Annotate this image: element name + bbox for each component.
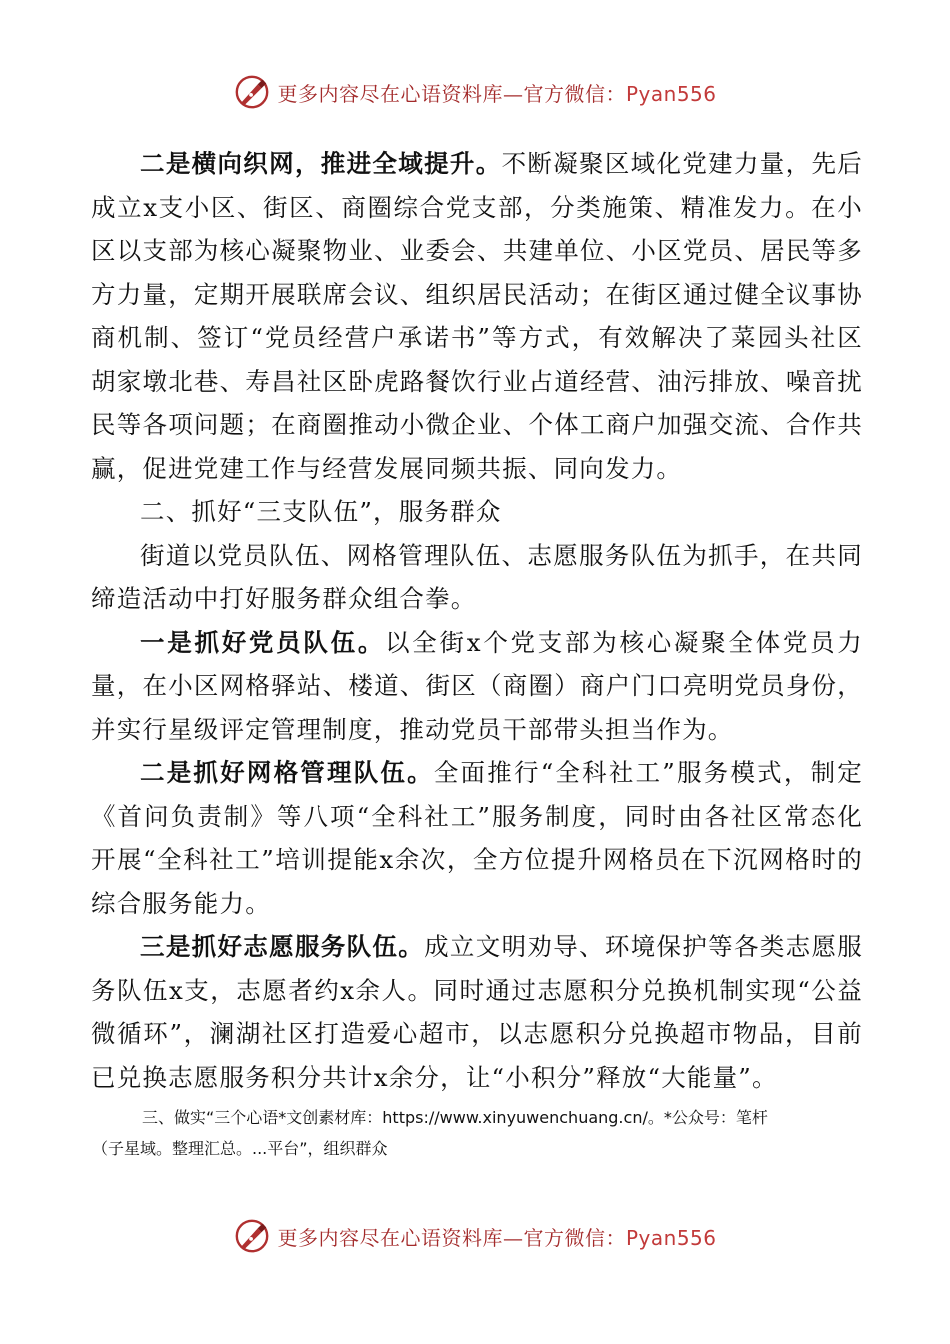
header-banner (0, 72, 950, 112)
banner-wechat-id: Pyan556 (625, 81, 717, 106)
footnote-line: 三、做实“三个心语*文创素材库：https://www.xinyuwenchuang.cn/。*公众号：笔杆 (142, 1108, 768, 1127)
banner-wechat-id: Pyan556 (625, 1225, 717, 1250)
footnote-text (92, 1102, 872, 1164)
paragraph-lead: 二是横向织网，推进全域提升。 (140, 149, 502, 178)
section-intro: 街道以党员队伍、网格管理队伍、志愿服务队伍为抓手，在共同缔造活动中打好服务群众组合拳。 (91, 540, 863, 613)
paragraph-body: 成立文明劝导、环境保护等各类志愿服务队伍x支，志愿者约x余人。同时通过志愿积分兑换机制实现“公益微循环”，澜湖社区打造爱心超市，以志愿积分兑换超市物品，目前已兑换志愿服务积分共计x余分，让“小积分”释放“大能量”。 (91, 932, 864, 1092)
paragraph-lead: 二是抓好网格管理队伍。 (140, 758, 434, 787)
pen-nib-logo-icon (233, 73, 271, 111)
section-heading: 二、抓好“三支队伍”，服务群众 (140, 497, 502, 526)
paragraph-lead: 一是抓好党员队伍。 (140, 627, 386, 657)
footer-banner (0, 1216, 950, 1256)
footnote-line: （子星域。整理汇总。...平台”，组织群众 (92, 1139, 388, 1158)
paragraph (91, 751, 863, 925)
paragraph-lead: 三是抓好志愿服务队伍。 (140, 932, 425, 961)
banner-text: 更多内容尽在心语资料库—官方微信：Pyan556 (277, 1225, 717, 1250)
paragraph-body: 不断凝聚区域化党建力量，先后成立x支小区、街区、商圈综合党支部，分类施策、精准发力。在小区以支部为核心凝聚物业、业委会、共建单位、小区党员、居民等多方力量，定期开展联席会议、组织居民活动；在街区通过健全议事协商机制、签订“党员经营户承诺书”等方式，有效解决了菜园头社区胡家墩北巷、寿昌社区卧虎路餐饮行业占道经营、油污排放、噪音扰民等各项问题；在商圈推动小微企业、个体工商户加强交流、合作共赢，促进党建工作与经营发展同频共振、同向发力。 (91, 149, 863, 483)
document-body (91, 142, 863, 1099)
paragraph-body: 以全街x个党支部为核心凝聚全体党员力量，在小区网格驿站、楼道、街区（商圈）商户门口亮明党员身份，并实行星级评定管理制度，推动党员干部带头担当作为。 (91, 627, 863, 744)
banner-text: 更多内容尽在心语资料库—官方微信：Pyan556 (277, 81, 717, 106)
paragraph (91, 142, 863, 490)
paragraph (91, 925, 863, 1099)
pen-nib-logo-icon (233, 1217, 271, 1255)
paragraph (91, 621, 863, 752)
paragraph-body: 全面推行“全科社工”服务模式，制定《首问负责制》等八项“全科社工”服务制度，同时由各社区常态化开展“全科社工”培训提能x余次，全方位提升网格员在下沉网格时的综合服务能力。 (91, 758, 863, 918)
